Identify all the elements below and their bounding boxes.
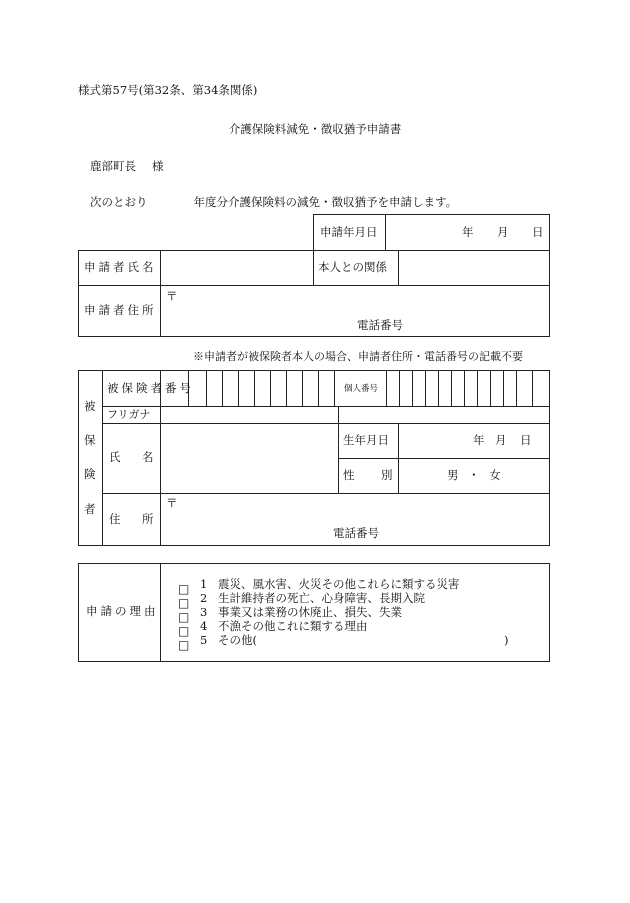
- addressee: [90, 158, 164, 174]
- reason-item-text: 事業又は業務の休廃止、損失、失業: [218, 605, 402, 619]
- reason-item-text: 震災、風水害、火災その他これらに類する災害: [218, 577, 460, 591]
- birth-date-day: 日: [520, 433, 532, 447]
- application-date-label: 申請年月日: [320, 225, 378, 239]
- insured-number-field[interactable]: [189, 371, 338, 406]
- reason-label: 申請の理由: [86, 604, 159, 618]
- checkbox-icon[interactable]: □: [178, 582, 190, 596]
- insured-address-label-1: 住: [109, 512, 121, 526]
- checkbox-icon[interactable]: □: [178, 638, 190, 652]
- addressee-suffix: 様: [152, 159, 164, 173]
- reason-item-text: 不漁その他これに類する理由: [218, 619, 368, 633]
- reason-item-text: 生計維持者の死亡、心身障害、長期入院: [218, 591, 425, 605]
- reason-item-number: 3: [200, 605, 208, 619]
- birth-date-year: 年: [473, 433, 485, 447]
- sex-label-1: 性: [343, 468, 355, 482]
- checkbox-icon[interactable]: □: [178, 624, 190, 638]
- insured-address-label-2: 所: [142, 512, 154, 526]
- birth-date-month: 月: [495, 433, 507, 447]
- application-date-year: 年: [462, 225, 474, 239]
- furigana-field[interactable]: [161, 407, 549, 423]
- insured-name-label-2: 名: [142, 450, 154, 464]
- intro-text: [90, 194, 457, 210]
- insured-number-label: 被保険者番号: [107, 381, 194, 395]
- reason-item-number: 5: [200, 633, 208, 647]
- relation-field[interactable]: [399, 251, 549, 285]
- applicant-postal-mark: 〒: [166, 289, 178, 303]
- reason-item-text: その他(: [218, 633, 257, 647]
- intro-prefix: 次のとおり: [90, 195, 148, 209]
- reason-item-5[interactable]: [178, 633, 509, 653]
- other-reason-field[interactable]: [278, 634, 498, 647]
- insured-name-field[interactable]: [161, 424, 338, 493]
- sex-options[interactable]: 男 ・ 女: [447, 468, 504, 482]
- applicant-address-label: 申請者住所: [84, 303, 157, 317]
- insured-phone-label: 電話番号: [333, 526, 379, 540]
- personal-number-label: 個人番号: [344, 384, 379, 394]
- application-date-day: 日: [532, 225, 544, 239]
- checkbox-icon[interactable]: □: [178, 610, 190, 624]
- form-number: 様式第57号(第32条、第34条関係): [78, 83, 258, 97]
- insured-name-label-1: 氏: [109, 450, 121, 464]
- furigana-label: フリガナ: [107, 408, 151, 421]
- relation-label: 本人との関係: [318, 260, 387, 274]
- insured-postal-mark: 〒: [166, 496, 178, 510]
- reason-item-number: 1: [200, 577, 208, 591]
- insured-side-label-4: 者: [84, 502, 96, 516]
- reason-item-number: 4: [200, 619, 208, 633]
- intro-body: 年度分介護保険料の減免・徴収猶予を申請します。: [193, 195, 458, 209]
- page-title: 介護保険料減免・徴収猶予申請書: [228, 122, 402, 136]
- application-date-month: 月: [497, 225, 509, 239]
- birth-date-label: 生年月日: [343, 433, 389, 447]
- applicant-address-field[interactable]: [161, 286, 549, 336]
- note: ※申請者が被保険者本人の場合、申請者住所・電話番号の記載不要: [193, 350, 523, 363]
- personal-number-field[interactable]: [387, 371, 549, 406]
- applicant-phone-label: 電話番号: [357, 318, 403, 332]
- insured-side-label-1: 被: [84, 399, 96, 413]
- insured-side-label-2: 保: [84, 433, 96, 447]
- insured-side-label-3: 険: [84, 467, 96, 481]
- applicant-name-label: 申請者氏名: [84, 260, 157, 274]
- addressee-name: 鹿部町長: [90, 159, 136, 173]
- applicant-name-field[interactable]: [161, 251, 313, 285]
- sex-label-2: 別: [381, 468, 393, 482]
- reason-other-close: ): [504, 633, 509, 647]
- reason-item-number: 2: [200, 591, 208, 605]
- checkbox-icon[interactable]: □: [178, 596, 190, 610]
